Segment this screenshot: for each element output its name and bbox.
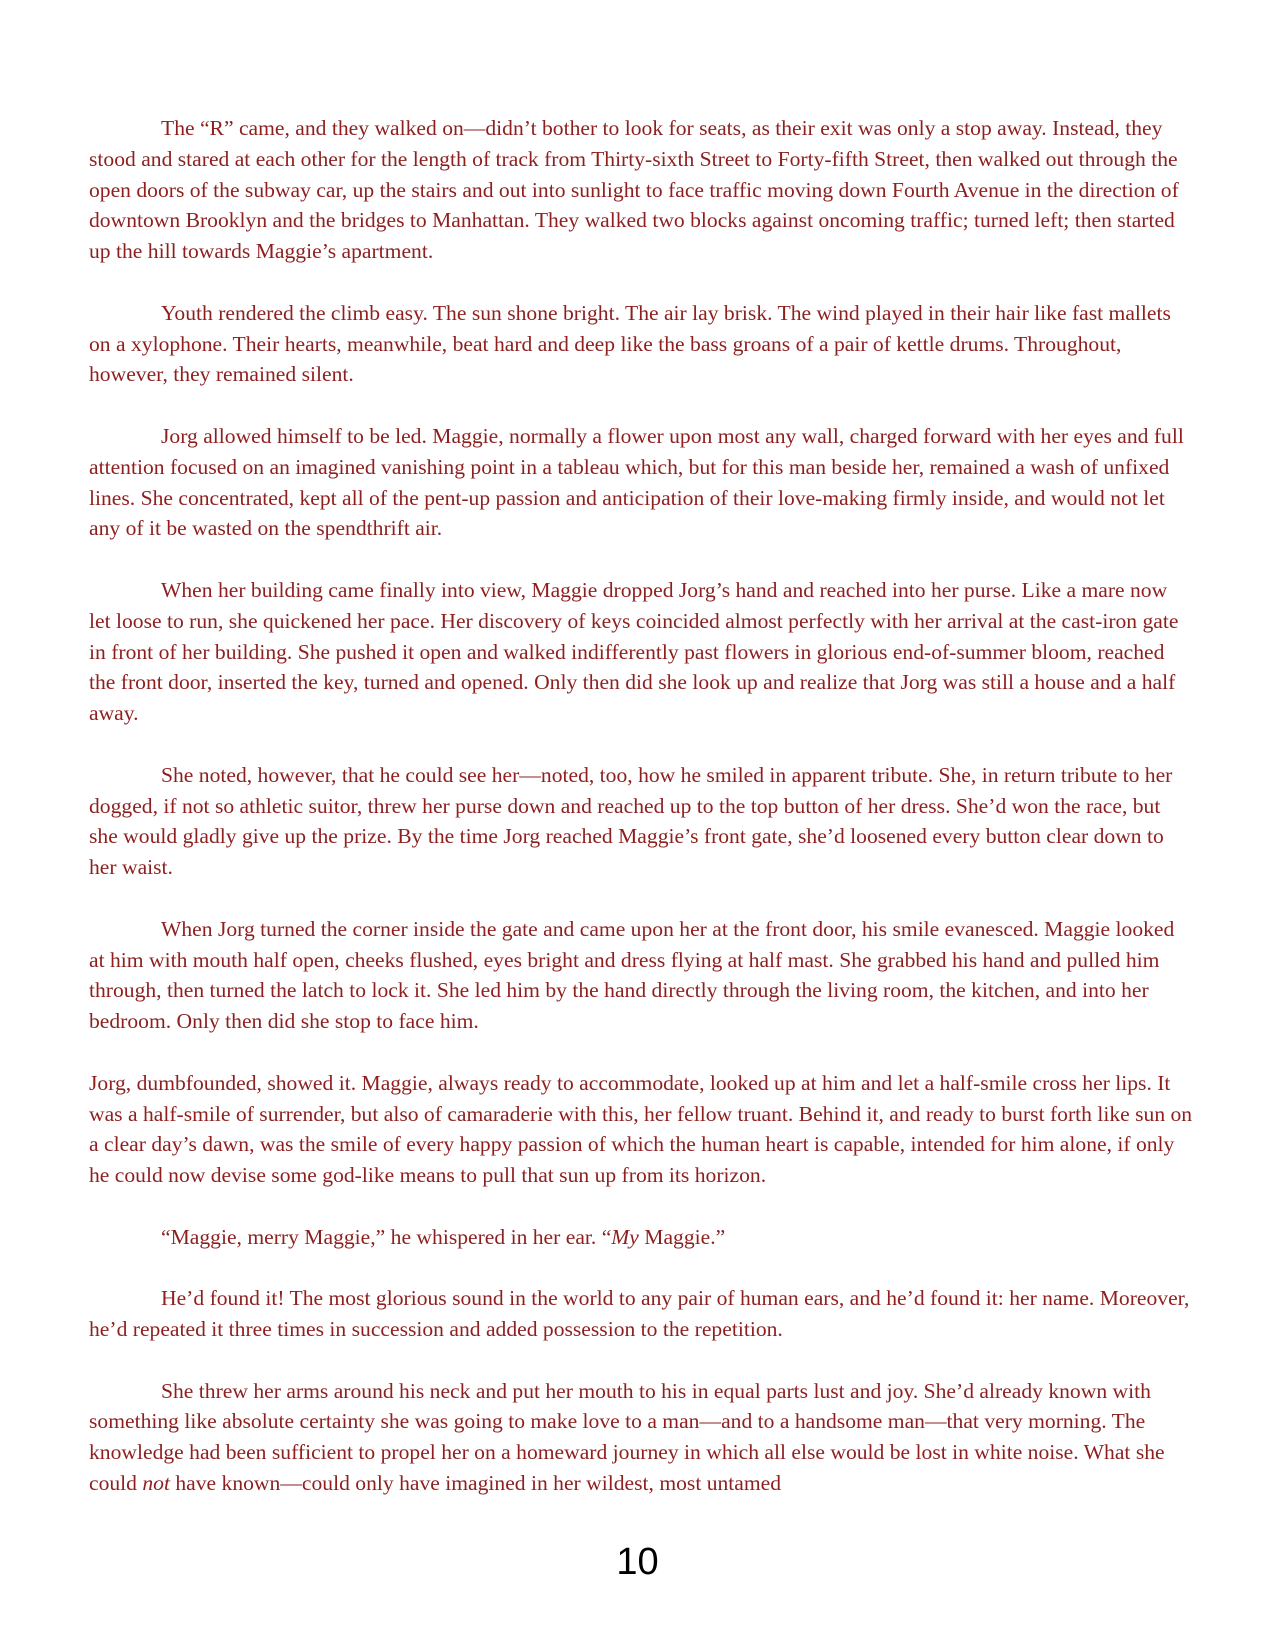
paragraph-10-text-a: She threw her arms around his neck and put her mouth to his in equal parts lust and joy. She’d already known with something like absolute certainty she was going to make love to a man—and to a handsome man—that very morning. The knowledge had been sufficient to propel her on a homeward journey in which all else would be lost in white noise. What she could xyxy=(89,1378,1165,1496)
paragraph-4-text: When her building came finally into view, Maggie dropped Jorg’s hand and reached into her purse. Like a mare now let loose to run, she quickened her pace. Her discovery of keys coincided almost perfectly with her arrival at the cast-iron gate in front of her building. She pushed it open and walked indifferently past flowers in glorious end-of-summer bloom, reached the front door, inserted the key, turned and opened. Only then did she look up and realize that Jorg was still a house and a half away. xyxy=(89,577,1179,726)
paragraph-6 xyxy=(89,914,1194,1037)
paragraph-3 xyxy=(89,421,1194,544)
paragraph-8-italic-word: My xyxy=(611,1224,639,1249)
paragraph-8-text-a: “Maggie, merry Maggie,” he whispered in her ear. “ xyxy=(161,1224,612,1249)
page-number: 10 xyxy=(616,1541,659,1583)
paragraph-10-text-b: have known—could only have imagined in her wildest, most untamed xyxy=(169,1471,782,1496)
paragraph-9-text: He’d found it! The most glorious sound in the world to any pair of human ears, and he’d found it: her name. Moreover, he’d repeated it three times in succession and added possession to the repetition. xyxy=(89,1286,1190,1342)
paragraph-10 xyxy=(89,1376,1194,1499)
paragraph-2-text: Youth rendered the climb easy. The sun shone bright. The air lay brisk. The wind played in their hair like fast mallets on a xylophone. Their hearts, meanwhile, beat hard and deep like the bass groans of a pair of kettle drums. Throughout, however, they remained silent. xyxy=(89,300,1171,387)
paragraph-6-text: When Jorg turned the corner inside the gate and came upon her at the front door, his smile evanesced. Maggie looked at him with mouth half open, cheeks flushed, eyes bright and dress flying at half mast. She grabbed his hand and pulled him through, then turned the latch to lock it. She led him by the hand directly through the living room, the kitchen, and into her bedroom. Only then did she stop to face him. xyxy=(89,916,1175,1034)
paragraph-8-text-b: Maggie.” xyxy=(638,1224,726,1249)
paragraph-1-text: The “R” came, and they walked on—didn’t bother to look for seats, as their exit was only a stop away. Instead, they stood and stared at each other for the length of track from Thirty-sixth Street to Forty-fifth Street, then walked out through the open doors of the subway car, up the stairs and out into sunlight to face traffic moving down Fourth Avenue in the direction of downtown Brooklyn and the bridges to Manhattan. They walked two blocks against oncoming traffic; turned left; then started up the hill towards Maggie’s apartment. xyxy=(89,116,1179,264)
page-body xyxy=(89,113,1194,1499)
paragraph-10-italic-word: not xyxy=(142,1471,170,1496)
paragraph-8-dialogue xyxy=(89,1222,1194,1253)
paragraph-3-text: Jorg allowed himself to be led. Maggie, normally a flower upon most any wall, charged forward with her eyes and full attention focused on an imagined vanishing point in a tableau which, but for this man beside her, remained a wash of unfixed lines. She concentrated, kept all of the pent-up passion and anticipation of their love-making firmly inside, and would not let any of it be wasted on the spendthrift air. xyxy=(89,423,1184,541)
paragraph-5-text: She noted, however, that he could see her—noted, too, how he smiled in apparent tribute. She, in return tribute to her dogged, if not so athletic suitor, threw her purse down and reached up to the top button of her dress. She’d won the race, but she would gladly give up the prize. By the time Jorg reached Maggie’s front gate, she’d loosened every button clear down to her waist. xyxy=(89,762,1173,880)
paragraph-5 xyxy=(89,760,1194,883)
paragraph-7 xyxy=(89,1068,1194,1191)
paragraph-1 xyxy=(89,113,1194,267)
paragraph-4 xyxy=(89,575,1194,729)
paragraph-7-text: Jorg, dumbfounded, showed it. Maggie, always ready to accommodate, looked up at him and let a half-smile cross her lips. It was a half-smile of surrender, but also of camaraderie with this, her fellow truant. Behind it, and ready to burst forth like sun on a clear day’s dawn, was the smile of every happy passion of which the human heart is capable, intended for him alone, if only he could now devise some god-like means to pull that sun up from its horizon. xyxy=(89,1070,1193,1188)
paragraph-2 xyxy=(89,298,1194,390)
paragraph-9 xyxy=(89,1283,1194,1345)
